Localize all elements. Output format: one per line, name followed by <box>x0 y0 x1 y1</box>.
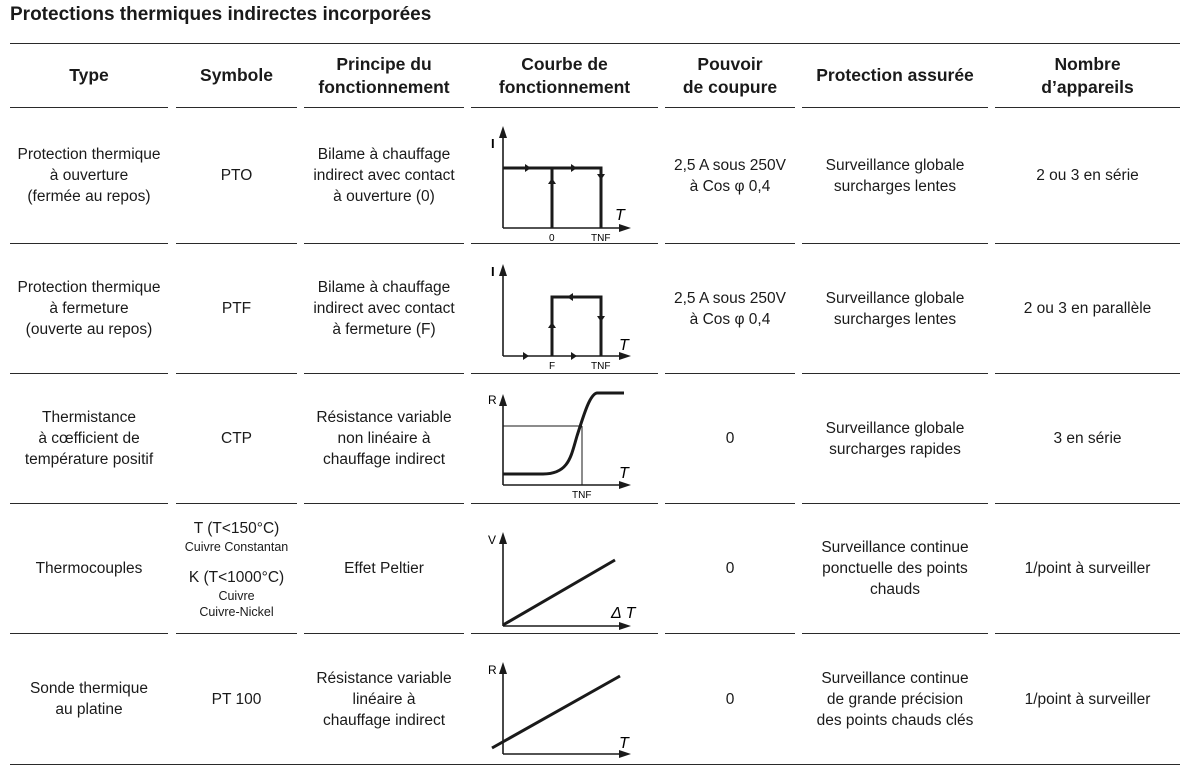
row-5-symbole: PT 100 <box>211 690 262 708</box>
row-4-principe: Effet Peltier <box>344 560 424 577</box>
row-5-protection: Surveillance continue de grande précision des points chauds clés <box>816 669 974 729</box>
curve-ptf <box>471 244 658 373</box>
curve-y-label: R <box>488 393 497 407</box>
row-1-protection: Surveillance globale surcharges lentes <box>825 156 965 195</box>
row-1-type: Protection thermique à ouverture (fermée au repos) <box>17 146 161 205</box>
row-1-nombre: 2 ou 3 en série <box>1036 167 1139 184</box>
row-3-principe: Résistance variable non linéaire à chauffage indirect <box>316 409 452 468</box>
row-5-type: Sonde thermique au platine <box>29 680 149 718</box>
curve-tick-label: TNF <box>572 490 592 501</box>
curve-x-label: T <box>619 337 629 354</box>
row-4-type: Thermocouples <box>35 560 143 577</box>
row-4-symbole: T (T<150°C) Cuivre Constantan K (T<1000°C) Cuivre Cuivre-Nickel <box>184 519 289 619</box>
curve-x-label: Δ T <box>611 605 636 622</box>
row-3-nombre: 3 en série <box>1053 430 1122 447</box>
row-2-type: Protection thermique à fermeture (ouverte au repos) <box>17 279 161 338</box>
row-3-symbole: CTP <box>221 430 252 447</box>
bottom-rule <box>10 764 1180 765</box>
row-4-protection: Surveillance continue ponctuelle des points chauds <box>821 539 969 598</box>
header-pouvoir: Pouvoir de coupure <box>682 53 778 97</box>
curve-x-label: T <box>619 735 629 752</box>
row-2-protection: Surveillance globale surcharges lentes <box>825 289 965 328</box>
header-type: Type <box>69 65 109 85</box>
header-courbe: Courbe de fonctionnement <box>498 53 631 97</box>
row-2-pouvoir: 2,5 A sous 250V à Cos φ 0,4 <box>673 289 787 328</box>
page-title: Protections thermiques indirectes incorporées <box>10 4 432 25</box>
curve-tick-label: 0 <box>549 233 555 243</box>
header-protection: Protection assurée <box>816 65 974 85</box>
row-3-type: Thermistance à cœfficient de température positif <box>24 409 154 468</box>
curve-tick-label: F <box>549 361 556 372</box>
row-5-principe: Résistance variable linéaire à chauffage indirect <box>316 669 452 729</box>
curve-thermocouple <box>471 504 658 633</box>
curve-x-label: T <box>615 207 625 224</box>
row-4-nombre: 1/point à surveiller <box>1024 560 1151 577</box>
curve-y-label: I <box>491 136 495 151</box>
curve-pto <box>471 108 658 243</box>
header-nombre: Nombre d’appareils <box>1041 53 1134 97</box>
curve-tick-label: TNF <box>591 361 611 372</box>
header-symbole: Symbole <box>200 65 273 85</box>
row-1-pouvoir: 2,5 A sous 250V à Cos φ 0,4 <box>673 156 787 195</box>
row-1-principe: Bilame à chauffage indirect avec contact à ouverture (0) <box>313 146 455 205</box>
curve-tick-label: TNF <box>591 233 611 243</box>
row-1-symbole: PTO <box>220 167 253 184</box>
curve-y-label: I <box>491 264 495 279</box>
row-5-nombre: 1/point à surveiller <box>1024 690 1151 708</box>
row-4-pouvoir: 0 <box>725 560 735 577</box>
row-2-nombre: 2 ou 3 en parallèle <box>1023 300 1152 317</box>
curve-ctp <box>471 374 658 503</box>
row-3-protection: Surveillance globale surcharges rapides <box>825 419 965 458</box>
row-3-pouvoir: 0 <box>725 430 735 447</box>
curve-x-label: T <box>619 465 629 482</box>
curve-y-label: R <box>488 663 497 677</box>
row-2-symbole: PTF <box>221 300 252 317</box>
row-2-principe: Bilame à chauffage indirect avec contact à fermeture (F) <box>313 279 455 338</box>
curve-pt100 <box>471 634 658 764</box>
row-5-pouvoir: 0 <box>725 690 735 708</box>
header-principe: Principe du fonctionnement <box>318 53 450 97</box>
curve-y-label: V <box>488 533 497 547</box>
